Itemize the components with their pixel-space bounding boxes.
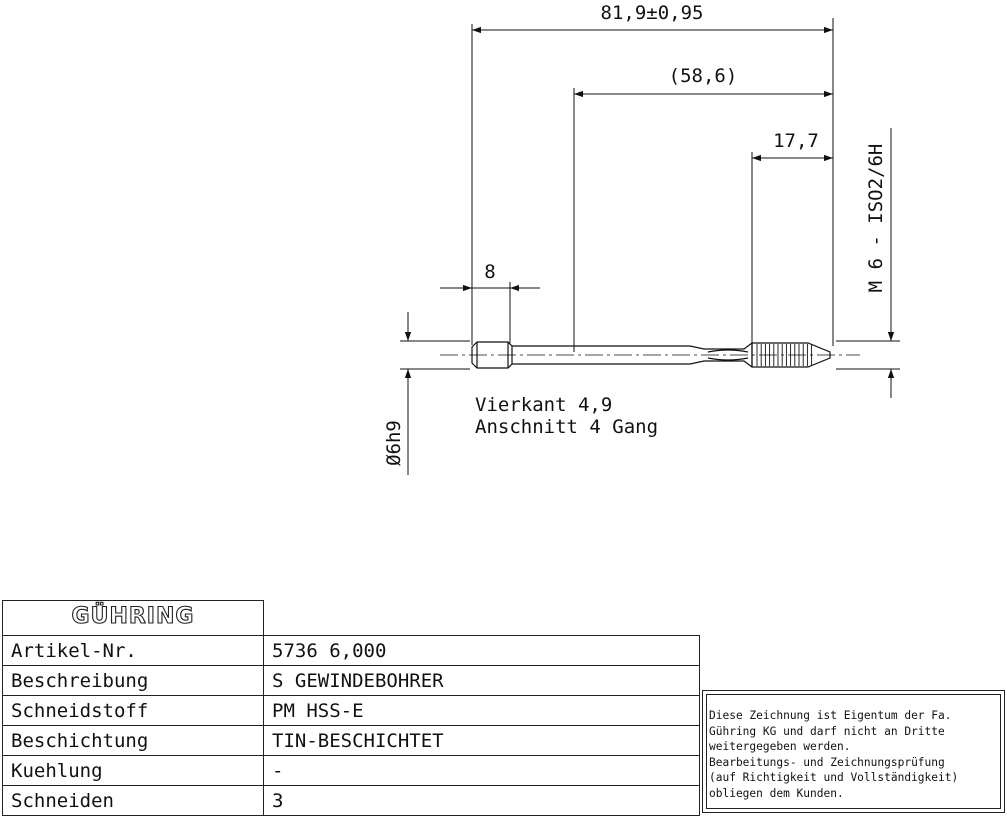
square-note: Vierkant 4,9 [475, 394, 613, 416]
row-value: 3 [264, 786, 700, 816]
svg-text:GÜHRING: GÜHRING [71, 604, 195, 629]
logo-cell [3, 601, 264, 636]
row-value: S GEWINDEBOHRER [264, 666, 700, 696]
row-value: PM HSS-E [264, 696, 700, 726]
title-block [2, 600, 700, 816]
table-row [3, 726, 700, 756]
row-label: Schneidstoff [3, 696, 264, 726]
thread-hatch [757, 344, 812, 366]
table-row [3, 666, 700, 696]
row-label: Schneiden [3, 786, 264, 816]
tap-outline [440, 342, 860, 368]
table-row [3, 786, 700, 816]
shank-diameter-label: Ø6h9 [383, 420, 405, 466]
legal-line: Diese Zeichnung ist Eigentum der Fa. [709, 709, 952, 722]
overall-length-label: 81,9±0,95 [600, 2, 704, 24]
row-value: - [264, 756, 700, 786]
row-label: Artikel-Nr. [3, 636, 264, 666]
legal-notice [702, 690, 1005, 813]
table-row [3, 636, 700, 666]
legal-line: Bearbeitungs- und Zeichnungsprüfung [709, 755, 945, 769]
row-value: 5736 6,000 [264, 636, 700, 666]
row-label: Kuehlung [3, 756, 264, 786]
legal-line: weitergegeben werden. [709, 740, 851, 754]
logo-spacer [264, 601, 700, 636]
square-length-label: 8 [484, 261, 496, 283]
legal-line: Gühring KG und darf nicht an Dritte [709, 724, 945, 738]
table-row [3, 756, 700, 786]
thread-length-label: 17,7 [773, 130, 819, 152]
table-row [3, 696, 700, 726]
legal-line: obliegen dem Kunden. [709, 786, 844, 800]
shank-to-tip-label: (58,6) [668, 65, 738, 87]
row-value: TIN-BESCHICHTET [264, 726, 700, 756]
thread-spec-label: M 6 - ISO2/6H [865, 143, 887, 293]
row-label: Beschreibung [3, 666, 264, 696]
legal-line: (auf Richtigkeit und Vollständigkeit) [709, 771, 959, 785]
logo-row [3, 601, 700, 636]
chamfer-note: Anschnitt 4 Gang [475, 416, 659, 438]
guehring-logo [7, 601, 259, 630]
row-label: Beschichtung [3, 726, 264, 756]
